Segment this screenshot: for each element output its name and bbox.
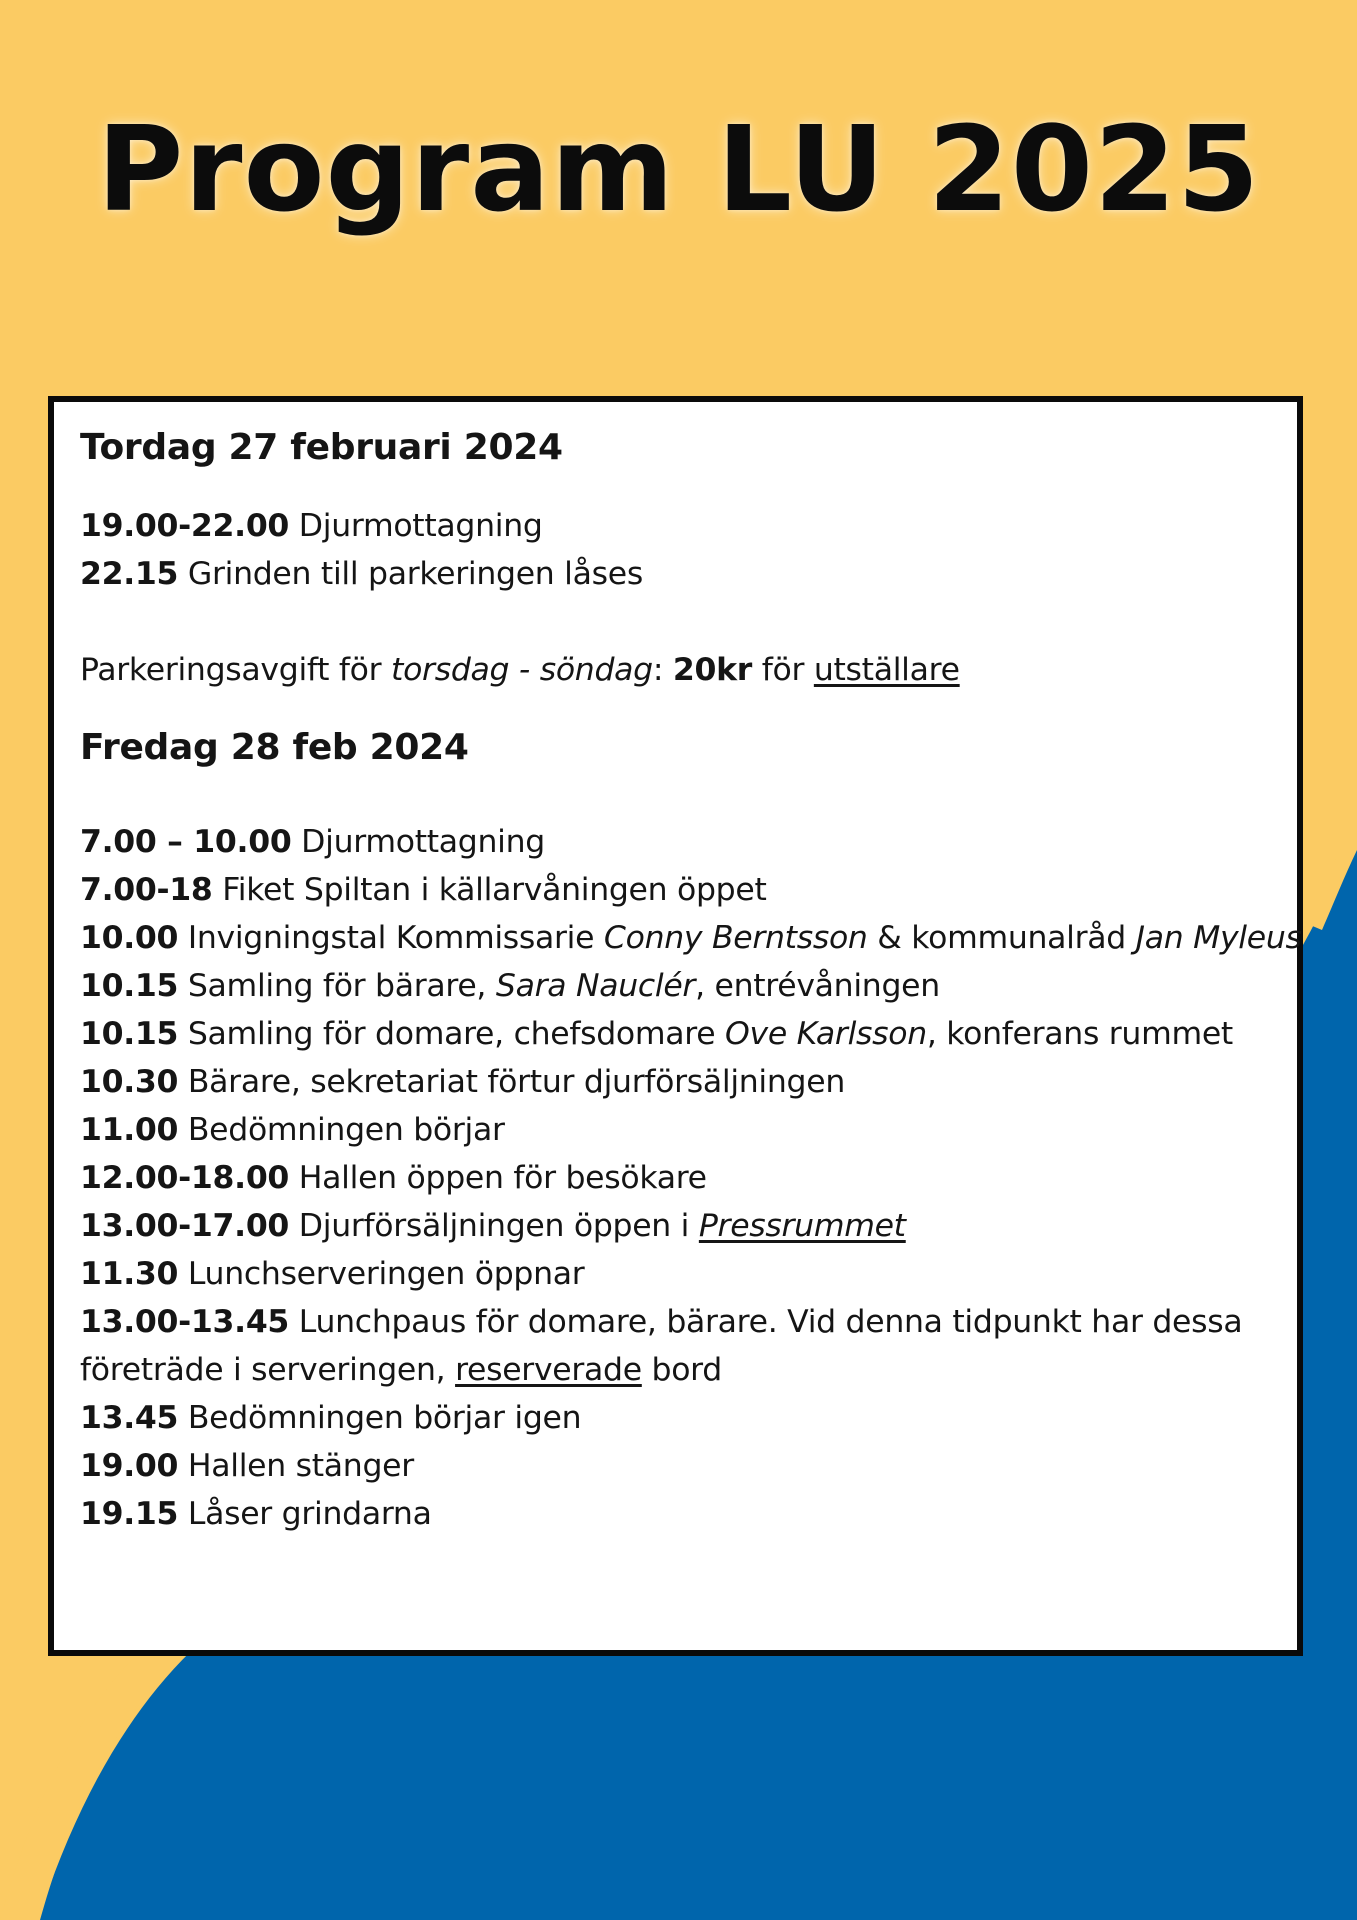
- schedule-item: 7.00-18 Fiket Spiltan i källarvåningen öppet: [80, 872, 767, 908]
- schedule-item: 19.00 Hallen stänger: [80, 1448, 414, 1484]
- page-title: Program LU 2025: [96, 100, 1261, 238]
- schedule-item: 13.00-17.00 Djurförsäljningen öppen i Pressrummet: [80, 1208, 906, 1244]
- schedule-item: 12.00-18.00 Hallen öppen för besökare: [80, 1160, 707, 1196]
- schedule-item: 10.15 Samling för domare, chefsdomare Ove Karlsson, konferans rummet: [80, 1016, 1233, 1052]
- day1-heading: Tordag 27 februari 2024: [80, 427, 563, 468]
- day2-heading: Fredag 28 feb 2024: [80, 727, 469, 768]
- schedule-item: 13.00-13.45 Lunchpaus för domare, bärare. Vid denna tidpunkt har dessa företräde i serveringen, reserverade bord: [80, 1304, 1243, 1388]
- schedule-item: 13.45 Bedömningen börjar igen: [80, 1400, 582, 1436]
- schedule-item: 11.00 Bedömningen börjar: [80, 1112, 505, 1148]
- schedule-item: 19.15 Låser grindarna: [80, 1496, 432, 1532]
- schedule-item: 7.00 – 10.00 Djurmottagning: [80, 824, 545, 860]
- schedule-item: 11.30 Lunchserveringen öppnar: [80, 1256, 585, 1292]
- schedule-item: 10.00 Invigningstal Kommissarie Conny Berntsson & kommunalråd Jan Myleus: [80, 920, 1302, 956]
- parking-fee-note: Parkeringsavgift för torsdag - söndag: 20kr för utställare: [80, 652, 960, 688]
- schedule-panel: [48, 396, 1303, 1656]
- schedule-item: 10.15 Samling för bärare, Sara Nauclér, entrévåningen: [80, 968, 940, 1004]
- schedule-item: 22.15 Grinden till parkeringen låses: [80, 556, 643, 592]
- schedule-item: 19.00-22.00 Djurmottagning: [80, 508, 543, 544]
- schedule-item: 10.30 Bärare, sekretariat förtur djurförsäljningen: [80, 1064, 845, 1100]
